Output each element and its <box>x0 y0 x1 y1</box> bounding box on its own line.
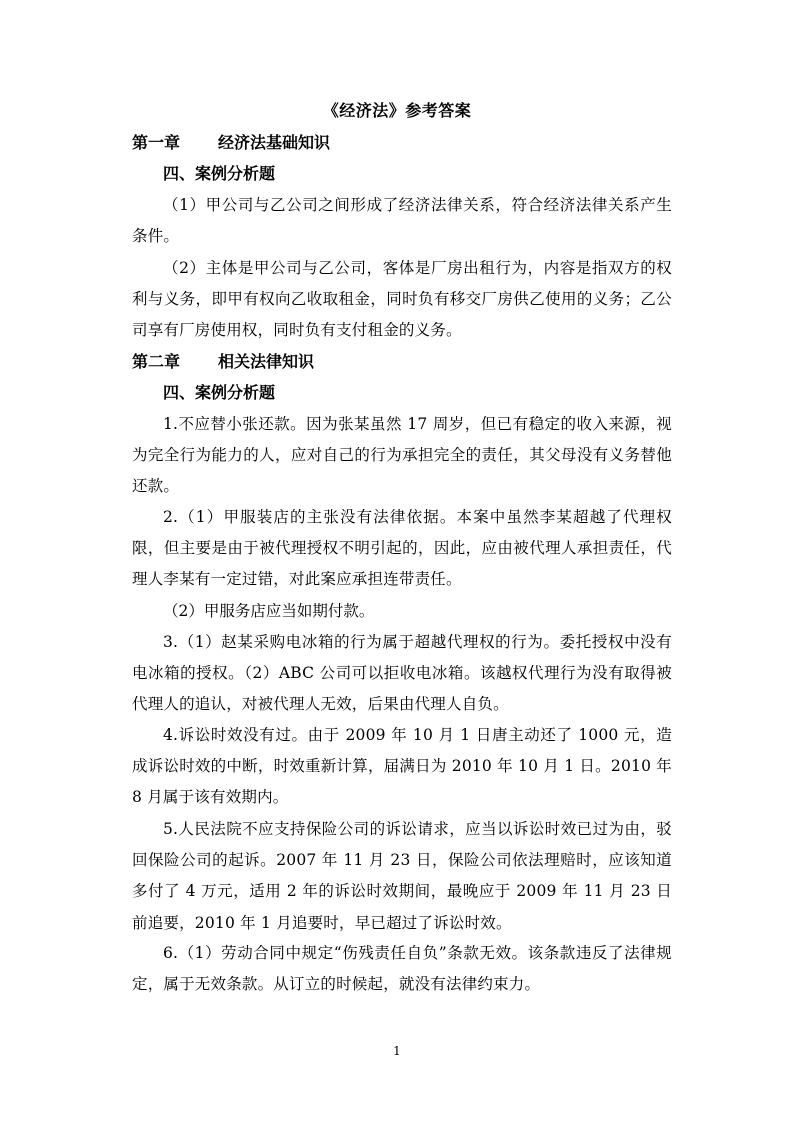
chapter-2-paragraph-6: 5.人民法院不应支持保险公司的诉讼请求，应当以诉讼时效已过为由，驳回保险公司的起诉。2007 年 11 月 23 日，保险公司依法理赔时，应该知道多付了 4 万元，适用 2 年的诉讼时效期间，最晚应于 2009 年 11 月 23 日前追要，2010 年 1 月追要时，早已超过了诉讼时效。 <box>132 820 672 932</box>
chapter-2-section-heading: 四、案例分析题 <box>163 383 276 402</box>
chapter-1-name: 经济法基础知识 <box>218 133 331 152</box>
document-title: 《经济法》参考答案 <box>322 101 472 120</box>
chapter-2-paragraph-1: 1.不应替小张还款。因为张某虽然 17 周岁，但已有稳定的收入来源，视为完全行为能力的人，应对自己的行为承担完全的责任，其父母没有义务替他还款。 <box>132 415 672 496</box>
chapter-2-paragraph-3: （2）甲服务店应当如期付款。 <box>163 602 375 620</box>
chapter-2-paragraph-4: 3.（1）赵某采购电冰箱的行为属于超越代理权的行为。委托授权中没有电冰箱的授权。（2）ABC 公司可以拒收电冰箱。该越权代理行为没有取得被代理人的追认，对被代理人无效，后果由代理人自负。 <box>132 633 672 714</box>
chapter-1-label: 第一章 <box>132 133 181 152</box>
chapter-1-heading <box>132 131 330 155</box>
chapter-2-paragraph-5: 4.诉讼时效没有过。由于 2009 年 10 月 1 日唐主动还了 1000 元，造成诉讼时效的中断，时效重新计算，届满日为 2010 年 10 月 1 日。2010 年 8 月属于该有效期内。 <box>132 726 672 807</box>
chapter-2-paragraph-2: 2.（1）甲服装店的主张没有法律依据。本案中虽然李某超越了代理权限，但主要是由于被代理授权不明引起的，因此，应由被代理人承担责任，代理人李某有一定过错，对此案应承担连带责任。 <box>132 508 672 589</box>
chapter-1-section-heading: 四、案例分析题 <box>163 164 276 183</box>
chapter-2-label: 第二章 <box>132 352 181 371</box>
chapter-1-paragraph-1: （1）甲公司与乙公司之间形成了经济法律关系，符合经济法律关系产生条件。 <box>132 196 672 246</box>
chapter-1-paragraph-2: （2）主体是甲公司与乙公司，客体是厂房出租行为，内容是指双方的权利与义务，即甲有权向乙收取租金，同时负有移交厂房供乙使用的义务；乙公司享有厂房使用权，同时负有支付租金的义务。 <box>132 259 672 340</box>
chapter-2-heading <box>132 350 314 374</box>
page-number: 1 <box>393 1044 401 1058</box>
chapter-2-paragraph-7: 6.（1）劳动合同中规定“伤残责任自负”条款无效。该条款违反了法律规定，属于无效条款。从订立的时候起，就没有法律约束力。 <box>132 944 672 994</box>
chapter-2-name: 相关法律知识 <box>218 352 315 371</box>
